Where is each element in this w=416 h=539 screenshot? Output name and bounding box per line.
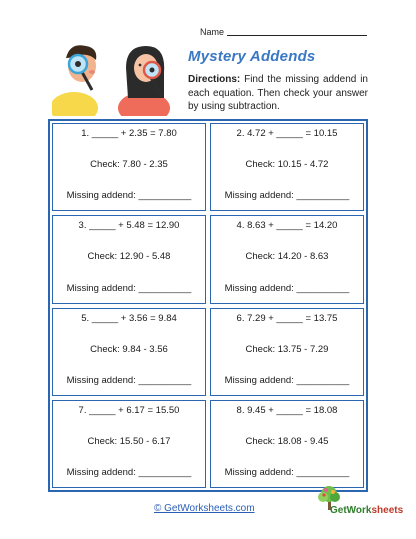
problem-cell-1 [52,123,206,211]
name-field[interactable] [200,27,367,37]
directions [188,73,368,114]
problem-check: Check: 10.15 - 4.72 [245,159,329,170]
logo-wordmark [330,505,403,516]
name-label: Name [200,27,225,37]
logo-text-get: GetWork [330,505,372,516]
problem-equation: 4. 8.63 + _____ = 14.20 [236,220,338,232]
problem-check: Check: 18.08 - 9.45 [245,435,329,447]
problem-grid [48,119,368,492]
missing-addend-blank[interactable]: Missing addend: __________ [224,282,350,294]
getworksheets-link[interactable]: © GetWorksheets.com [154,503,255,514]
problem-cell-3 [52,215,206,303]
name-blank[interactable] [227,35,367,36]
problem-check: Check: 15.50 - 6.17 [87,435,171,447]
missing-addend-blank[interactable]: Missing addend: __________ [224,374,350,386]
problem-equation: 1. _____ + 2.35 = 7.80 [81,128,177,139]
problem-cell-2 [210,123,364,211]
missing-addend-blank[interactable]: Missing addend: __________ [66,374,192,386]
missing-addend-blank[interactable]: Missing addend: __________ [66,190,192,202]
problem-equation: 2. 4.72 + _____ = 10.15 [236,128,338,139]
directions-text: Find the missing addend in each equation. Then check your answer by using subtraction. [188,74,368,112]
logo-text-sheets: sheets [371,505,404,516]
problem-check: Check: 14.20 - 8.63 [245,251,329,263]
problem-check: Check: 13.75 - 7.29 [245,343,329,355]
missing-addend-blank[interactable]: Missing addend: __________ [66,467,192,478]
problem-cell-8 [210,400,364,488]
problem-check: Check: 12.90 - 5.48 [87,251,171,263]
problem-equation: 3. _____ + 5.48 = 12.90 [78,220,180,232]
problem-equation: 7. _____ + 6.17 = 15.50 [78,404,180,416]
problem-equation: 5. _____ + 3.56 = 9.84 [81,312,177,324]
problem-cell-6 [210,308,364,396]
problem-check: Check: 9.84 - 3.56 [90,343,168,355]
problem-cell-7 [52,400,206,488]
missing-addend-blank[interactable]: Missing addend: __________ [66,282,192,294]
missing-addend-blank[interactable]: Missing addend: __________ [224,467,350,478]
kids-magnifier-illustration [52,38,178,116]
problem-cell-5 [52,308,206,396]
problem-equation: 8. 9.45 + _____ = 18.08 [236,404,338,416]
problem-check: Check: 7.80 - 2.35 [90,159,168,170]
problem-equation: 6. 7.29 + _____ = 13.75 [236,312,338,324]
directions-label: Directions: [188,74,241,85]
problem-cell-4 [210,215,364,303]
missing-addend-blank[interactable]: Missing addend: __________ [224,190,350,202]
worksheet-title: Mystery Addends [188,48,316,65]
